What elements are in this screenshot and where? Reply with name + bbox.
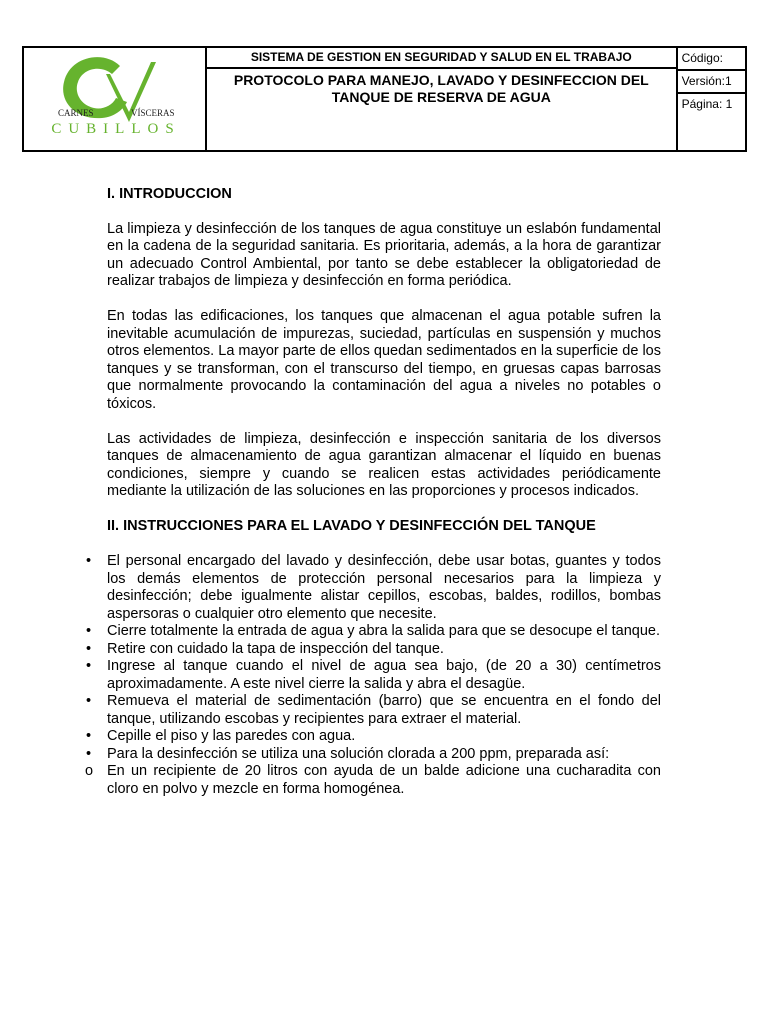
codigo-label: Código: xyxy=(681,51,723,65)
instructions-list xyxy=(107,553,661,746)
logo-cell xyxy=(23,47,206,151)
document-title: PROTOCOLO PARA MANEJO, LAVADO Y DESINFECCION DEL TANQUE DE RESERVA DE AGUA xyxy=(233,72,649,105)
company-logo xyxy=(28,52,204,148)
section-heading-instrucciones: II. INSTRUCCIONES PARA EL LAVADO Y DESINFECCIÓN DEL TANQUE xyxy=(107,518,596,534)
sublist-item: o En un recipiente de 20 litros con ayuda de un balde adicione una cucharadita con cloro en polvo y mezcle en forma homogénea. xyxy=(107,763,661,798)
paragraph: En todas las edificaciones, los tanques que almacenan el agua potable sufren la inevitable acumulación de impurezas, suciedad, partículas en suspensión y muchos otros elementos. La mayor parte de ellos quedan sedimentados en la superficie de los tanques y se transforman, con el transcurso del tiempo, en gruesas capas barrosas que normalmente provocando la contaminación del agua a niveles no potables o tóxicos. xyxy=(107,308,661,412)
section-heading-introduccion: I. INTRODUCCION xyxy=(107,186,232,202)
paragraph: La limpieza y desinfección de los tanques de agua constituye un eslabón fundamental en la cadena de la seguridad sanitaria. Es prioritaria, además, a la hora de garantizar un adecuado Control Ambiental, por tanto se debe establecer la obligatoriedad de realizar trabajos de limpieza y desinfección en forma periódica. xyxy=(107,220,661,289)
logo-text-left: CARNES xyxy=(58,108,94,118)
logo-text-cubillos: CUBILLOS xyxy=(51,121,181,137)
list-item: • Cierre totalmente la entrada de agua y abra la salida para que se desocupe el tanque. xyxy=(107,623,661,641)
meta-cell xyxy=(677,47,746,151)
disinfection-text: Para la desinfección se utiliza una solución clorada a 200 ppm, preparada así: xyxy=(107,745,610,762)
disinfection-list xyxy=(107,746,661,799)
list-item: • Remueva el material de sedimentación (barro) que se encuentra en el fondo del tanque, utilizando escobas y recipientes para extraer el material. xyxy=(107,693,661,728)
title-cell xyxy=(206,47,677,151)
list-item-disinfection xyxy=(107,746,661,799)
list-item: • Retire con cuidado la tapa de inspección del tanque. xyxy=(107,641,661,659)
logo-text-right: VÍSCERAS xyxy=(131,108,175,118)
list-item: • Ingrese al tanque cuando el nivel de agua sea bajo, (de 20 a 30) centímetros aproximadamente. A este nivel cierre la salida y abra el desagüe. xyxy=(107,658,661,693)
version-label: Versión:1 xyxy=(678,69,745,92)
list-item: • Cepille el piso y las paredes con agua. xyxy=(107,728,661,746)
list-item: • El personal encargado del lavado y desinfección, debe usar botas, guantes y todos los demás elementos de protección personal necesarios para la limpieza y desinfección; debe igualmente alistar cepillos, escobas, baldes, rodillos, bombas aspersoras o cualquier otro elemento que necesite. xyxy=(107,553,661,623)
disinfection-sublist xyxy=(107,763,661,798)
document-body xyxy=(107,186,661,798)
paragraph: Las actividades de limpieza, desinfección e inspección sanitaria de los diversos tanques de almacenamiento de agua garantizan almacenar el líquido en buenas condiciones, siempre y cuando se realicen estas actividades periódicamente mediante la utilización de las soluciones en las proporciones y procesos indicados. xyxy=(107,430,661,499)
system-title: SISTEMA DE GESTION EN SEGURIDAD Y SALUD EN EL TRABAJO xyxy=(207,48,676,69)
document-header xyxy=(22,46,747,152)
pagina-label: Página: 1 xyxy=(678,92,745,115)
